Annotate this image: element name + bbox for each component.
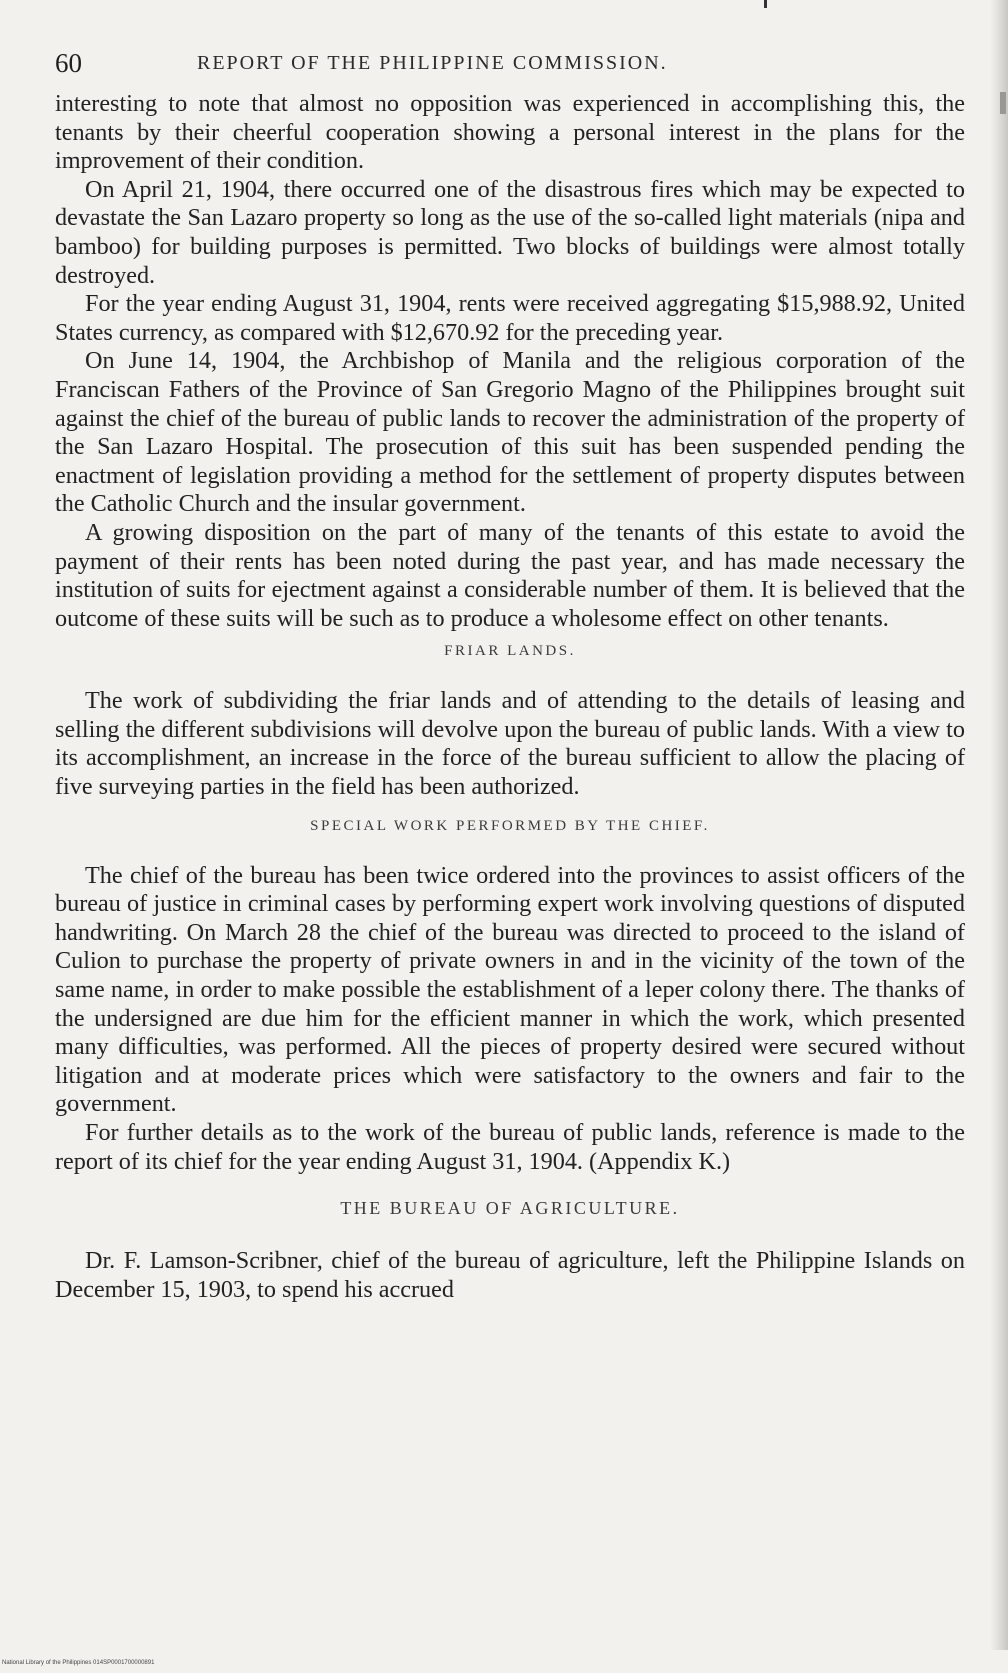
page-edge-mark [1000, 92, 1006, 114]
paragraph-rents: For the year ending August 31, 1904, rents were received aggregating $15,988.92, United States currency, as compared with $12,670.92 for the preceding year. [55, 290, 965, 346]
paragraph-agriculture: Dr. F. Lamson-Scribner, chief of the bureau of agriculture, left the Philippine Islands on December 15, 1903, to spend his accrued [55, 1247, 965, 1303]
heading-friar-lands: FRIAR LANDS. [444, 643, 576, 660]
paragraph-lawsuit: On June 14, 1904, the Archbishop of Manila and the religious corporation of the Franciscan Fathers of the Province of San Gregorio Magno of the Philippines brought suit against the chief of the bureau of public lands to recover the administration of the property of the San Lazaro Hospital. The prosecution of this suit has been suspended pending the enactment of legislation providing a method for the settlement of property disputes between the Catholic Church and the insular government. [55, 347, 965, 518]
scan-speck [764, 0, 767, 8]
paragraph-friar-lands: The work of subdividing the friar lands and of attending to the details of leasing and selling the different subdivisions will devolve upon the bureau of public lands. With a view to its accomplishment, an increase in the force of the bureau sufficient to allow the placing of five surveying parties in the field has been authorized. [55, 687, 965, 801]
heading-bureau-agriculture: THE BUREAU OF AGRICULTURE. [340, 1198, 680, 1219]
page-header [55, 48, 965, 90]
heading-special-work: SPECIAL WORK PERFORMED BY THE CHIEF. [310, 817, 710, 834]
page-number: 60 [55, 48, 82, 78]
paragraph-further-details: For further details as to the work of the bureau of public lands, reference is made to the report of its chief for the year ending August 31, 1904. (Appendix K.) [55, 1119, 965, 1175]
paragraph-fire: On April 21, 1904, there occurred one of the disastrous fires which may be expected to devastate the San Lazaro property so long as the use of the so-called light materials (nipa and bamboo) for building purposes is permitted. Two blocks of buildings were almost totally destroyed. [55, 175, 965, 289]
paragraph-special-work: The chief of the bureau has been twice ordered into the provinces to assist officers of the bureau of justice in criminal cases by performing expert work involving questions of disputed handwriting. On March 28 the chief of the bureau was directed to proceed to the island of Culion to purchase the property of private owners in and in the vicinity of the town of the same name, in order to make possible the establishment of a leper colony there. The thanks of the undersigned are due him for the efficient manner in which the work, which presented many difficulties, was performed. All the pieces of property desired were secured without litigation and at moderate prices which were satisfactory to the owners and fair to the government. [55, 861, 965, 1118]
paragraph-continuation: interesting to note that almost no opposition was experienced in accomplishing this, the tenants by their cheerful cooperation showing a personal interest in the plans for the improvement of their condition. [55, 90, 965, 175]
page-edge-shadow [990, 0, 1008, 1650]
page-content [55, 48, 965, 1304]
paragraph-tenants: A growing disposition on the part of many of the tenants of this estate to avoid the payment of their rents has been noted during the past year, and has made necessary the institution of suits for ejectment against a considerable number of them. It is believed that the outcome of these suits will be such as to produce a wholesome effect on other tenants. [55, 518, 965, 632]
scan-footer: National Library of the Philippines 014SP0001700000891 [2, 1660, 155, 1666]
running-head: REPORT OF THE PHILIPPINE COMMISSION. [197, 52, 668, 74]
